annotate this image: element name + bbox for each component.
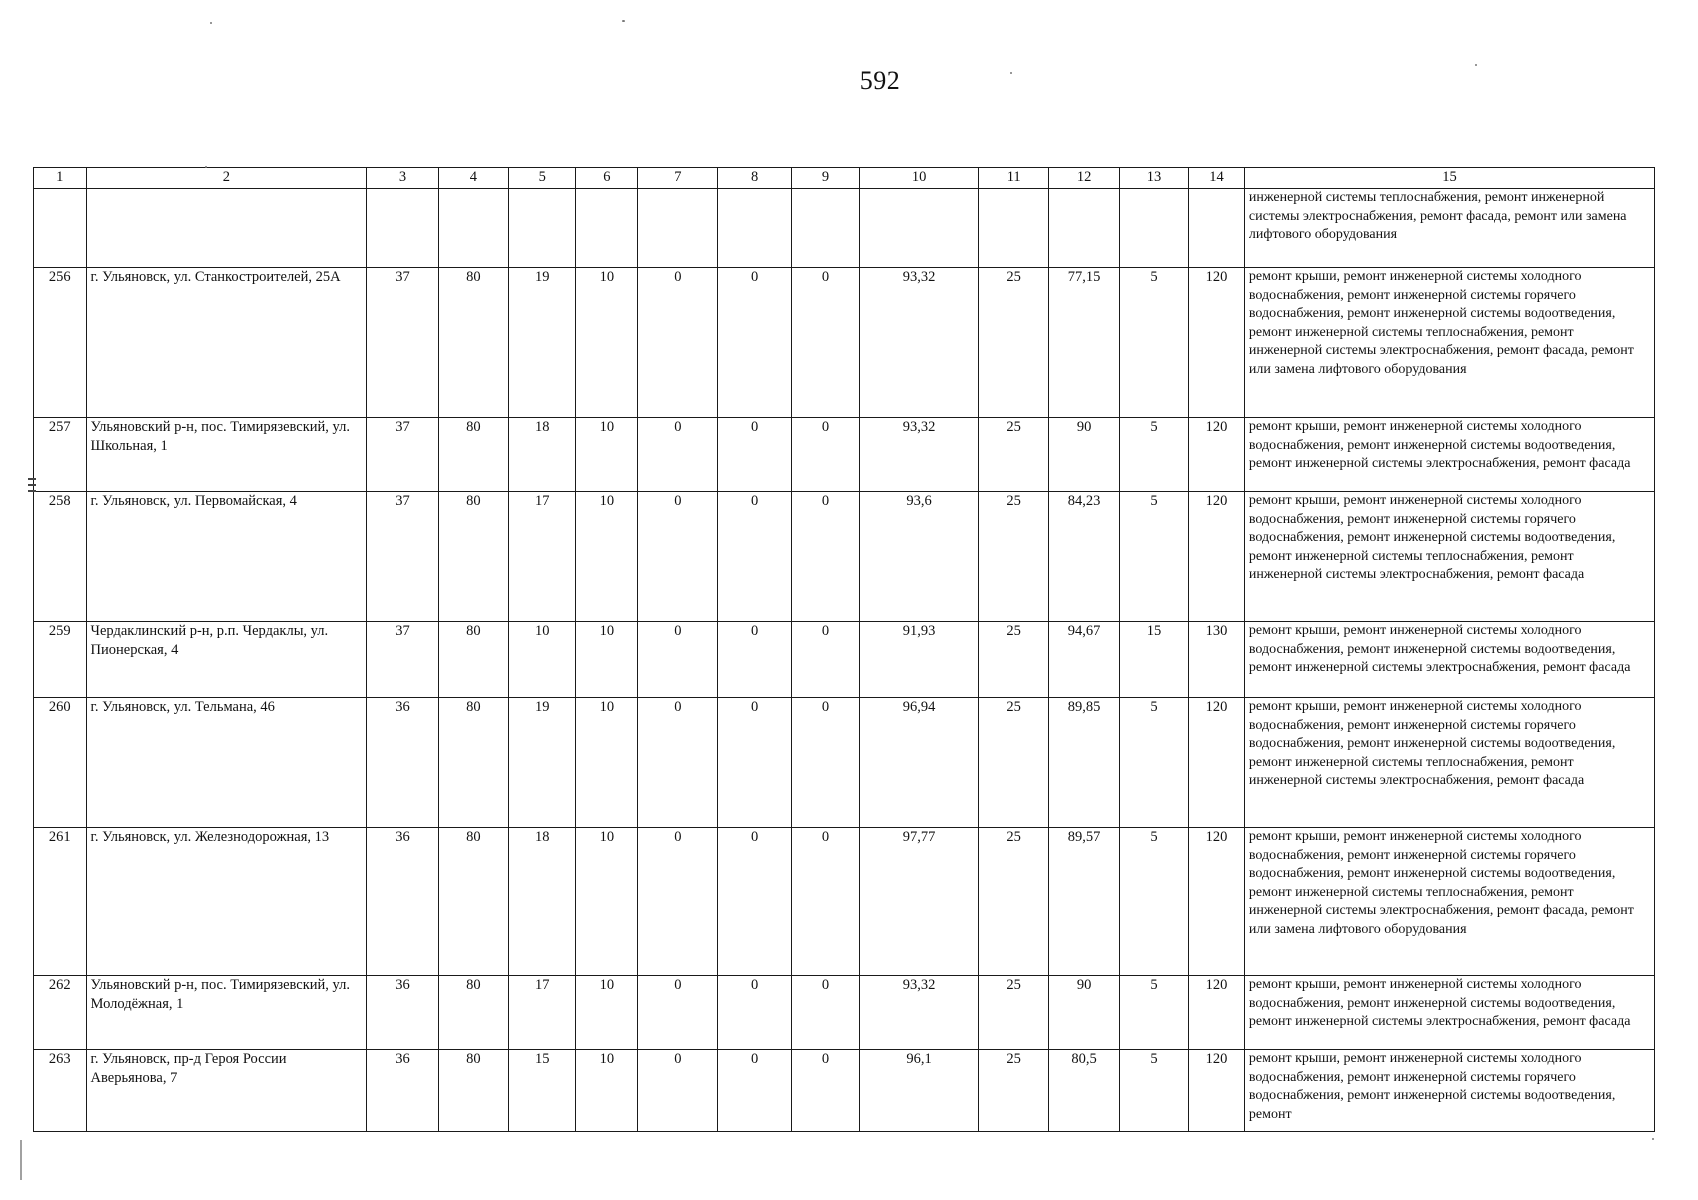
value-cell: 130 (1189, 622, 1245, 698)
empty-cell (576, 189, 638, 268)
value-cell: 97,77 (860, 828, 979, 976)
value-cell: 25 (978, 418, 1048, 492)
value-cell: 89,85 (1049, 698, 1119, 828)
value-cell: 19 (509, 268, 576, 418)
empty-cell (1119, 189, 1188, 268)
value-cell: 0 (791, 622, 859, 698)
value-cell: 90 (1049, 418, 1119, 492)
column-header: 1 (34, 168, 87, 189)
column-header: 14 (1189, 168, 1245, 189)
value-cell: 25 (978, 1050, 1048, 1132)
continuation-row (34, 189, 1655, 268)
empty-cell (86, 189, 367, 268)
table-row (34, 492, 1655, 622)
empty-cell (718, 189, 792, 268)
value-cell: 10 (576, 1050, 638, 1132)
value-cell: 10 (576, 622, 638, 698)
value-cell: 37 (367, 418, 438, 492)
empty-cell (1049, 189, 1119, 268)
value-cell: 10 (509, 622, 576, 698)
value-cell: 80 (438, 622, 508, 698)
value-cell: 10 (576, 698, 638, 828)
value-cell: 93,32 (860, 976, 979, 1050)
value-cell: 0 (638, 622, 718, 698)
value-cell: 120 (1189, 492, 1245, 622)
value-cell: 120 (1189, 268, 1245, 418)
value-cell: 96,1 (860, 1050, 979, 1132)
value-cell: 0 (791, 418, 859, 492)
value-cell: 0 (718, 622, 792, 698)
value-cell: 5 (1119, 976, 1188, 1050)
works-cell: ремонт крыши, ремонт инженерной системы холодного водоснабжения, ремонт инженерной системы горячего водоснабжения, ремонт инженерной системы водоотведения, ремонт (1244, 1050, 1654, 1132)
column-header: 10 (860, 168, 979, 189)
row-number: 261 (34, 828, 87, 976)
value-cell: 120 (1189, 1050, 1245, 1132)
works-cell: ремонт крыши, ремонт инженерной системы холодного водоснабжения, ремонт инженерной системы горячего водоснабжения, ремонт инженерной системы водоотведения, ремонт инженерной системы теплоснабжения, ремонт инженерной системы электроснабжения, ремонт фасада, ремонт или замена лифтового оборудования (1244, 828, 1654, 976)
table-body (34, 268, 1655, 1132)
margin-mark (28, 484, 36, 486)
value-cell: 17 (509, 492, 576, 622)
column-header: 6 (576, 168, 638, 189)
value-cell: 0 (638, 976, 718, 1050)
value-cell: 0 (638, 828, 718, 976)
margin-mark (28, 478, 36, 480)
value-cell: 19 (509, 698, 576, 828)
value-cell: 89,57 (1049, 828, 1119, 976)
value-cell: 84,23 (1049, 492, 1119, 622)
value-cell: 25 (978, 698, 1048, 828)
value-cell: 0 (718, 418, 792, 492)
value-cell: 10 (576, 492, 638, 622)
value-cell: 96,94 (860, 698, 979, 828)
value-cell: 25 (978, 622, 1048, 698)
value-cell: 36 (367, 698, 438, 828)
value-cell: 0 (638, 268, 718, 418)
value-cell: 5 (1119, 698, 1188, 828)
scan-speck (1475, 64, 1477, 66)
works-cell: ремонт крыши, ремонт инженерной системы холодного водоснабжения, ремонт инженерной системы водоотведения, ремонт инженерной системы электроснабжения, ремонт фасада (1244, 976, 1654, 1050)
value-cell: 15 (1119, 622, 1188, 698)
empty-cell (367, 189, 438, 268)
column-header: 5 (509, 168, 576, 189)
value-cell: 80 (438, 828, 508, 976)
value-cell: 0 (638, 1050, 718, 1132)
value-cell: 0 (638, 492, 718, 622)
value-cell: 80,5 (1049, 1050, 1119, 1132)
works-cell: ремонт крыши, ремонт инженерной системы холодного водоснабжения, ремонт инженерной системы горячего водоснабжения, ремонт инженерной системы водоотведения, ремонт инженерной системы теплоснабжения, ремонт инженерной системы электроснабжения, ремонт фасада, ремонт или замена лифтового оборудования (1244, 268, 1654, 418)
margin-mark (20, 1140, 22, 1180)
column-header: 3 (367, 168, 438, 189)
value-cell: 25 (978, 976, 1048, 1050)
scan-speck (622, 20, 625, 22)
row-number: 259 (34, 622, 87, 698)
empty-cell (34, 189, 87, 268)
value-cell: 80 (438, 268, 508, 418)
column-header: 8 (718, 168, 792, 189)
column-number-row (34, 168, 1655, 189)
value-cell: 10 (576, 268, 638, 418)
value-cell: 18 (509, 418, 576, 492)
column-header: 9 (791, 168, 859, 189)
value-cell: 36 (367, 976, 438, 1050)
value-cell: 80 (438, 1050, 508, 1132)
address-cell: г. Ульяновск, ул. Первомайская, 4 (86, 492, 367, 622)
column-header: 15 (1244, 168, 1654, 189)
table-row (34, 622, 1655, 698)
value-cell: 17 (509, 976, 576, 1050)
value-cell: 36 (367, 1050, 438, 1132)
value-cell: 90 (1049, 976, 1119, 1050)
address-cell: г. Ульяновск, ул. Тельмана, 46 (86, 698, 367, 828)
table-row (34, 976, 1655, 1050)
value-cell: 120 (1189, 828, 1245, 976)
value-cell: 0 (791, 1050, 859, 1132)
value-cell: 80 (438, 976, 508, 1050)
value-cell: 10 (576, 828, 638, 976)
value-cell: 5 (1119, 1050, 1188, 1132)
scan-speck (210, 22, 212, 24)
scan-speck (1652, 1138, 1654, 1140)
table-row (34, 1050, 1655, 1132)
row-number: 256 (34, 268, 87, 418)
column-header: 11 (978, 168, 1048, 189)
address-cell: Ульяновский р-н, пос. Тимирязевский, ул. Школьная, 1 (86, 418, 367, 492)
value-cell: 0 (791, 976, 859, 1050)
value-cell: 80 (438, 418, 508, 492)
empty-cell (438, 189, 508, 268)
scan-speck (1010, 72, 1012, 74)
works-cell: ремонт крыши, ремонт инженерной системы холодного водоснабжения, ремонт инженерной системы горячего водоснабжения, ремонт инженерной системы водоотведения, ремонт инженерной системы теплоснабжения, ремонт инженерной системы электроснабжения, ремонт фасада (1244, 698, 1654, 828)
value-cell: 80 (438, 492, 508, 622)
value-cell: 15 (509, 1050, 576, 1132)
address-cell: г. Ульяновск, ул. Железнодорожная, 13 (86, 828, 367, 976)
works-cell: ремонт крыши, ремонт инженерной системы холодного водоснабжения, ремонт инженерной системы водоотведения, ремонт инженерной системы электроснабжения, ремонт фасада (1244, 622, 1654, 698)
value-cell: 80 (438, 698, 508, 828)
value-cell: 5 (1119, 268, 1188, 418)
table-row (34, 268, 1655, 418)
value-cell: 0 (638, 418, 718, 492)
empty-cell (978, 189, 1048, 268)
value-cell: 0 (718, 976, 792, 1050)
empty-cell (860, 189, 979, 268)
table-row (34, 828, 1655, 976)
page-number: 592 (859, 66, 901, 95)
value-cell: 25 (978, 268, 1048, 418)
value-cell: 37 (367, 268, 438, 418)
register-table (33, 167, 1655, 1132)
column-header: 7 (638, 168, 718, 189)
empty-cell (1189, 189, 1245, 268)
value-cell: 5 (1119, 418, 1188, 492)
scan-speck (205, 166, 207, 168)
column-header: 2 (86, 168, 367, 189)
value-cell: 93,32 (860, 268, 979, 418)
value-cell: 0 (718, 268, 792, 418)
value-cell: 37 (367, 492, 438, 622)
works-cell: ремонт крыши, ремонт инженерной системы холодного водоснабжения, ремонт инженерной системы водоотведения, ремонт инженерной системы электроснабжения, ремонт фасада (1244, 418, 1654, 492)
row-number: 262 (34, 976, 87, 1050)
address-cell: г. Ульяновск, пр-д Героя России Аверьянова, 7 (86, 1050, 367, 1132)
value-cell: 0 (791, 268, 859, 418)
value-cell: 120 (1189, 698, 1245, 828)
value-cell: 5 (1119, 828, 1188, 976)
row-number: 260 (34, 698, 87, 828)
row-number: 258 (34, 492, 87, 622)
column-header: 4 (438, 168, 508, 189)
value-cell: 0 (718, 1050, 792, 1132)
table-row (34, 418, 1655, 492)
value-cell: 120 (1189, 418, 1245, 492)
value-cell: 0 (718, 828, 792, 976)
margin-mark (28, 490, 36, 492)
value-cell: 77,15 (1049, 268, 1119, 418)
value-cell: 5 (1119, 492, 1188, 622)
address-cell: Ульяновский р-н, пос. Тимирязевский, ул. Молодёжная, 1 (86, 976, 367, 1050)
value-cell: 94,67 (1049, 622, 1119, 698)
value-cell: 10 (576, 976, 638, 1050)
value-cell: 0 (791, 828, 859, 976)
value-cell: 10 (576, 418, 638, 492)
works-cell: ремонт крыши, ремонт инженерной системы холодного водоснабжения, ремонт инженерной системы горячего водоснабжения, ремонт инженерной системы водоотведения, ремонт инженерной системы теплоснабжения, ремонт инженерной системы электроснабжения, ремонт фасада (1244, 492, 1654, 622)
empty-cell (638, 189, 718, 268)
value-cell: 93,6 (860, 492, 979, 622)
works-cell: инженерной системы теплоснабжения, ремонт инженерной системы электроснабжения, ремонт фасада, ремонт или замена лифтового оборудования (1244, 189, 1654, 268)
value-cell: 0 (791, 492, 859, 622)
value-cell: 37 (367, 622, 438, 698)
empty-cell (791, 189, 859, 268)
value-cell: 0 (718, 698, 792, 828)
table-row (34, 698, 1655, 828)
address-cell: Чердаклинский р-н, р.п. Чердаклы, ул. Пионерская, 4 (86, 622, 367, 698)
value-cell: 36 (367, 828, 438, 976)
value-cell: 18 (509, 828, 576, 976)
value-cell: 0 (638, 698, 718, 828)
value-cell: 25 (978, 492, 1048, 622)
value-cell: 91,93 (860, 622, 979, 698)
value-cell: 120 (1189, 976, 1245, 1050)
empty-cell (509, 189, 576, 268)
row-number: 257 (34, 418, 87, 492)
address-cell: г. Ульяновск, ул. Станкостроителей, 25А (86, 268, 367, 418)
value-cell: 25 (978, 828, 1048, 976)
row-number: 263 (34, 1050, 87, 1132)
value-cell: 0 (718, 492, 792, 622)
value-cell: 0 (791, 698, 859, 828)
value-cell: 93,32 (860, 418, 979, 492)
column-header: 13 (1119, 168, 1188, 189)
column-header: 12 (1049, 168, 1119, 189)
